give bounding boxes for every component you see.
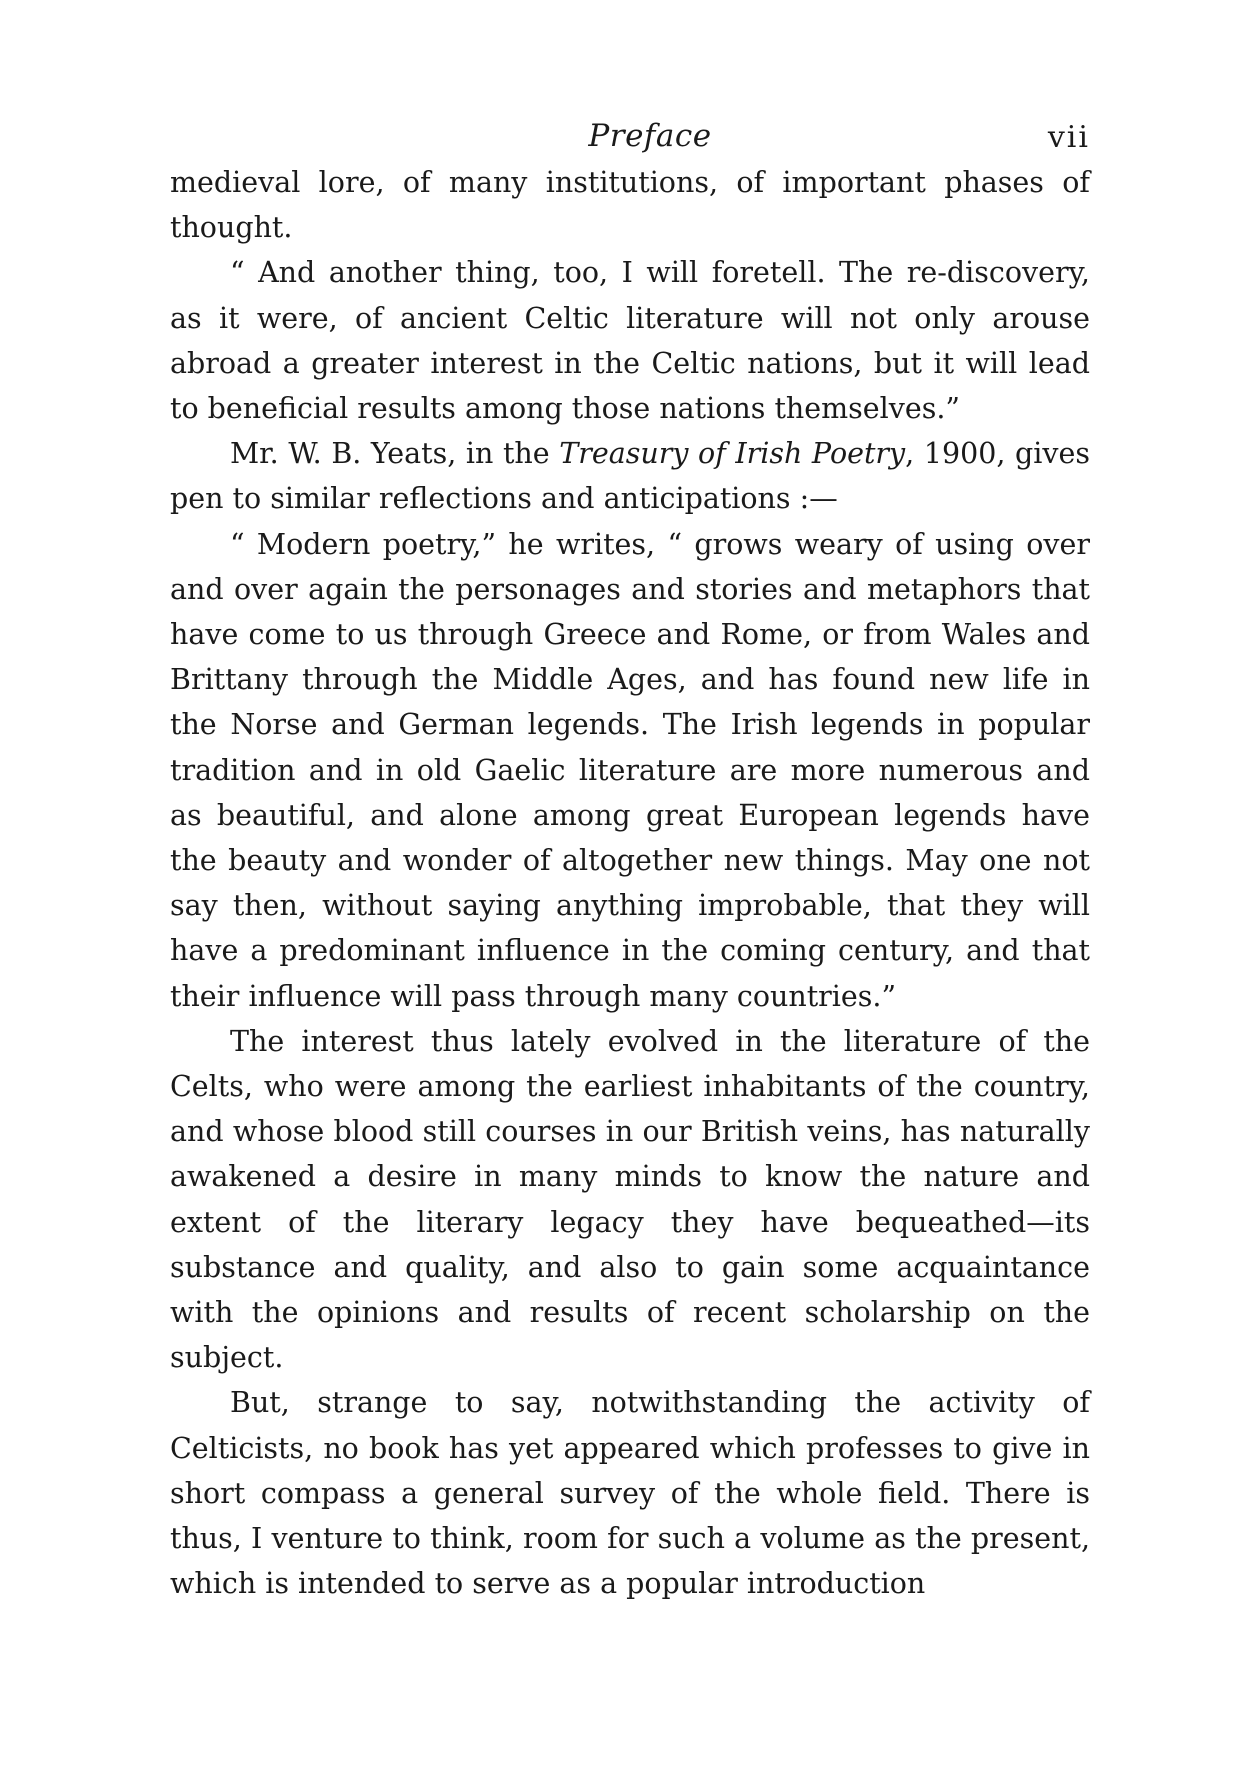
- book-title: Treasury of Irish Poetry: [559, 437, 906, 471]
- text-span: , 1900, gives pen to similar reflections and anticipations :—: [170, 437, 1090, 516]
- paragraph: medieval lore, of many institutions, of important phases of thought.: [170, 166, 1090, 245]
- paragraph: [170, 431, 1090, 521]
- body-text: [170, 160, 1090, 1607]
- page: [170, 110, 1090, 1607]
- quotation-paragraph: “ And another thing, too, I will foretell. The re-discovery, as it were, of ancient Celtic literature will not only arouse abroad a greater interest in the Celtic nations, but it will lead to beneficial results among those nations themselves.”: [170, 256, 1090, 426]
- running-title: Preface: [588, 118, 712, 154]
- page-number: vii: [1047, 120, 1090, 155]
- paragraph: The interest thus lately evolved in the literature of the Celts, who were among the earliest inhabitants of the country, and whose blood still courses in our British veins, has naturally awakened a desire in many minds to know the nature and extent of the literary legacy they have bequeathed—its substance and quality, and also to gain some acquaintance with the opinions and results of recent scholarship on the subject.: [170, 1024, 1090, 1375]
- running-head: [170, 110, 1090, 160]
- text-span: Mr. W. B. Yeats, in the: [230, 437, 560, 471]
- paragraph: But, strange to say, notwithstanding the activity of Celticists, no book has yet appeared which professes to give in short compass a general survey of the whole field. There is thus, I venture to think, room for such a volume as the present, which is intended to serve as a popular introduction: [170, 1386, 1090, 1601]
- quotation-paragraph: “ Modern poetry,” he writes, “ grows weary of using over and over again the personages and stories and metaphors that have come to us through Greece and Rome, or from Wales and Brittany through the Middle Ages, and has found new life in the Norse and German legends. The Irish legends in popular tradition and in old Gaelic literature are more numerous and as beautiful, and alone among great European legends have the beauty and wonder of altogether new things. May one not say then, without saying anything improbable, that they will have a predominant influence in the coming century, and that their influence will pass through many countries.”: [170, 527, 1090, 1013]
